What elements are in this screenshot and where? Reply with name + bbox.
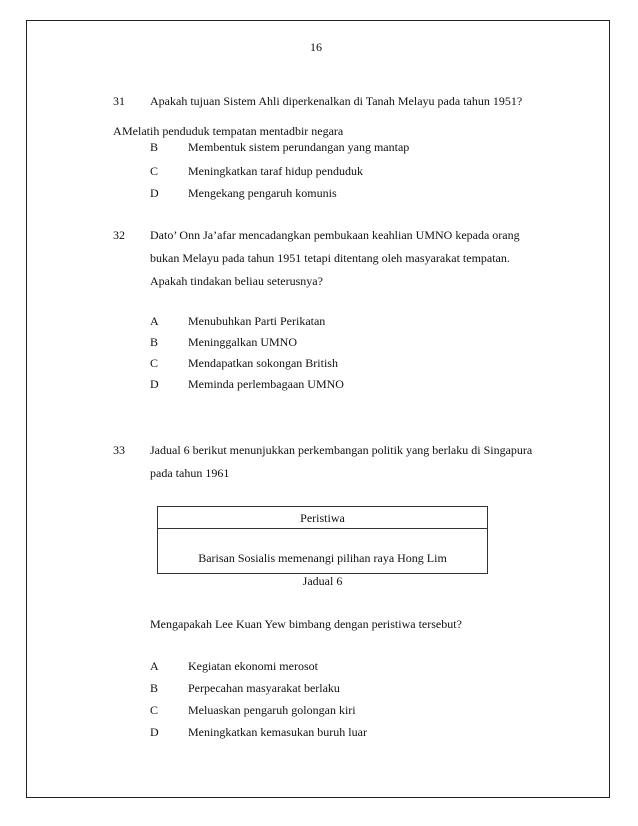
option-text: Meningkatkan kemasukan buruh luar: [188, 725, 367, 739]
option-letter: B: [150, 140, 159, 154]
option-letter: D: [150, 725, 159, 739]
option-letter: C: [150, 703, 159, 717]
option-letter: C: [150, 164, 159, 178]
option-text: Menubuhkan Parti Perikatan: [188, 314, 326, 328]
option-text: Perpecahan masyarakat berlaku: [188, 681, 340, 695]
option-text: Mengekang pengaruh komunis: [188, 186, 337, 200]
option-letter: C: [150, 356, 159, 370]
question-line: pada tahun 1961: [150, 466, 230, 480]
table-caption: Jadual 6: [302, 574, 343, 588]
question-text: Mengapakah Lee Kuan Yew bimbang dengan peristiwa tersebut?: [150, 617, 462, 631]
question-line: Jadual 6 berikut menunjukkan perkembangan politik yang berlaku di Singapura: [150, 443, 533, 457]
option-text: Meningkatkan taraf hidup penduduk: [188, 164, 363, 178]
question-number: 32: [113, 228, 125, 242]
table-header: Peristiwa: [300, 511, 345, 525]
option-letter: A: [150, 659, 159, 673]
page-number: 16: [310, 40, 322, 54]
option-text: Melatih penduduk tempatan mentadbir negara: [122, 124, 344, 138]
option-text: Meluaskan pengaruh golongan kiri: [188, 703, 356, 717]
option-letter: B: [150, 335, 159, 349]
option-letter: D: [150, 186, 159, 200]
option-letter: A: [113, 124, 122, 138]
option-text: Meminda perlembagaan UMNO: [188, 377, 344, 391]
jadual-table: [157, 506, 488, 574]
question-line: Dato’ Onn Ja’afar mencadangkan pembukaan keahlian UMNO kepada orang: [150, 228, 520, 242]
option-text: Kegiatan ekonomi merosot: [188, 659, 318, 673]
table-divider: [158, 528, 487, 529]
table-cell: Barisan Sosialis memenangi pilihan raya Hong Lim: [198, 551, 447, 565]
option-letter: A: [150, 314, 159, 328]
option-letter: D: [150, 377, 159, 391]
question-number: 31: [113, 94, 125, 108]
question-text: Apakah tujuan Sistem Ahli diperkenalkan di Tanah Melayu pada tahun 1951?: [150, 94, 523, 108]
option-letter: B: [150, 681, 159, 695]
option-text: Mendapatkan sokongan British: [188, 356, 338, 370]
question-number: 33: [113, 443, 125, 457]
option-text: Membentuk sistem perundangan yang mantap: [188, 140, 410, 154]
option-text: Meninggalkan UMNO: [188, 335, 297, 349]
question-line: Apakah tindakan beliau seterusnya?: [150, 274, 323, 288]
question-line: bukan Melayu pada tahun 1951 tetapi ditentang oleh masyarakat tempatan.: [150, 251, 510, 265]
